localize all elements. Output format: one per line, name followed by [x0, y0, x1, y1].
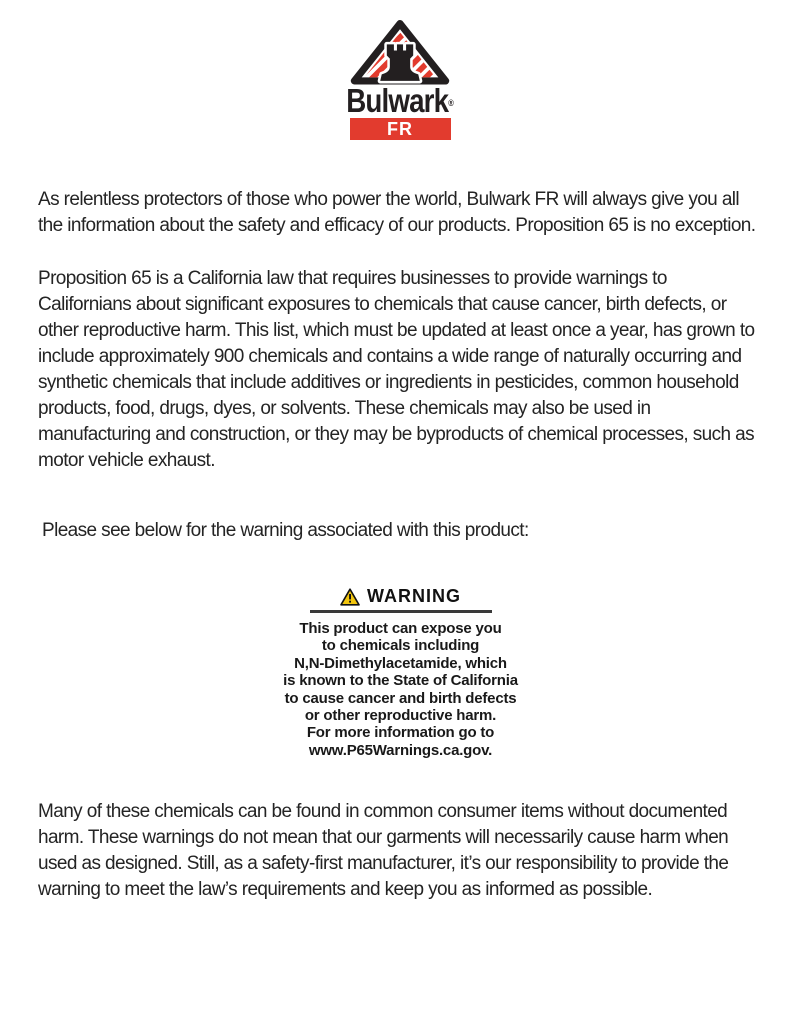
warning-triangle-icon: [340, 588, 360, 606]
registered-trademark-symbol: ®: [448, 98, 454, 108]
warning-text: [276, 620, 526, 759]
intro-paragraph: As relentless protectors of those who power the world, Bulwark FR will always give you all the information about the safety and efficacy of our products. Proposition 65 is no exception.: [38, 189, 756, 236]
warning-header: [276, 586, 526, 607]
bulwark-logo: [0, 0, 800, 140]
warning-line: N,N-Dimethylacetamide, which: [294, 654, 507, 672]
brand-name: Bulwark: [346, 82, 449, 119]
fr-badge: [350, 118, 451, 140]
warning-line: is known to the State of California: [283, 672, 518, 690]
warning-line: to chemicals including: [321, 637, 480, 655]
warning-line: This product can expose you: [299, 620, 502, 637]
article-body: [0, 187, 800, 903]
warning-divider: [310, 610, 492, 613]
fr-badge-label: FR: [387, 118, 413, 139]
warning-line: or other reproductive harm.: [304, 707, 497, 725]
brand-wordmark: [346, 82, 454, 119]
p65-warning-label: [276, 586, 526, 759]
warning-line: to cause cancer and birth defects: [284, 689, 517, 707]
prop65-explanation-paragraph: Proposition 65 is a California law that requires businesses to provide warnings to Californians about significant exposures to chemicals that cause cancer, birth defects, or other reproductive harm. This list, which must be updated at least once a year, has grown to include approximately 900 chemicals and contains a wide range of naturally occurring and synthetic chemicals that include additives or ingredients in pesticides, common household products, food, drugs, dyes, or solvents. These chemicals may also be used in manufacturing and construction, or they may be byproducts of chemical processes, such as motor vehicle exhaust.: [38, 268, 755, 471]
warning-title: WARNING: [367, 586, 461, 606]
closing-paragraph: Many of these chemicals can be found in common consumer items without documented harm. These warnings do not mean that our garments will necessarily cause harm when used as designed. Still, as a safety-first manufacturer, it’s our responsibility to provide the warning to meet the law’s requirements and keep you as informed as possible.: [38, 801, 729, 901]
see-below-line: Please see below for the warning associated with this product:: [42, 520, 529, 541]
warning-line: For more information go to: [306, 724, 495, 742]
bulwark-triangle-icon: [349, 19, 451, 87]
warning-line: www.P65Warnings.ca.gov.: [308, 741, 493, 759]
